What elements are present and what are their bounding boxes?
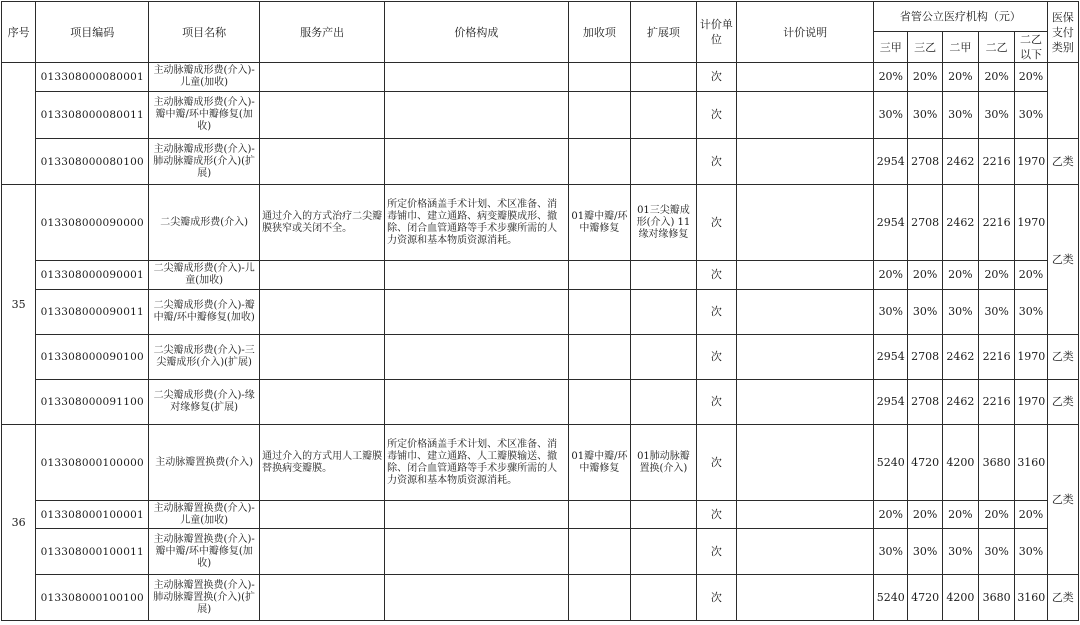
row-code: 013308000091100	[36, 380, 149, 425]
header-level-2: 三乙	[908, 32, 942, 63]
table-row	[2, 425, 1079, 501]
header-name: 项目名称	[149, 2, 260, 63]
table-row	[2, 63, 1079, 92]
row-surcharge	[568, 92, 631, 139]
row-composition: 所定价格涵盖手术计划、术区准备、消毒铺巾、建立通路、病变瓣膜成形、撤除、闭合血管通路等手术步骤所需的人力资源和基本物质资源消耗。	[385, 185, 569, 261]
row-unit: 次	[696, 335, 736, 380]
row-output	[260, 63, 385, 92]
table-row	[2, 261, 1079, 290]
row-unit: 次	[696, 290, 736, 335]
row-price-level-3: 20%	[942, 501, 978, 529]
row-price-level-1: 20%	[874, 501, 908, 529]
row-composition: 所定价格涵盖手术计划、术区准备、消毒铺巾、建立通路、人工瓣膜输送、撤除、闭合血管通路等手术步骤所需的人力资源和基本物质资源消耗。	[385, 425, 569, 501]
row-code: 013308000080001	[36, 63, 149, 92]
row-insurance-class: 乙类	[1047, 380, 1078, 425]
row-name: 主动脉瓣置换费(介入)-儿童(加收)	[149, 501, 260, 529]
row-price-level-3: 20%	[942, 63, 978, 92]
row-extension	[631, 575, 697, 621]
row-price-level-5: 1970	[1015, 335, 1047, 380]
row-price-level-1: 5240	[874, 425, 908, 501]
row-name: 二尖瓣成形费(介入)-缘对缘修复(扩展)	[149, 380, 260, 425]
header-level-5: 二乙以下	[1015, 32, 1047, 63]
row-code: 013308000100000	[36, 425, 149, 501]
header-institution-group: 省管公立医疗机构（元）	[874, 2, 1047, 32]
row-note	[737, 335, 874, 380]
row-seq	[2, 63, 36, 185]
row-price-level-3: 30%	[942, 92, 978, 139]
row-unit: 次	[696, 529, 736, 575]
row-seq: 35	[2, 185, 36, 425]
table-row	[2, 501, 1079, 529]
row-output	[260, 380, 385, 425]
row-price-level-4: 30%	[979, 529, 1015, 575]
row-unit: 次	[696, 185, 736, 261]
row-price-level-2: 20%	[908, 63, 942, 92]
row-insurance-class: 乙类	[1047, 139, 1078, 185]
row-unit: 次	[696, 575, 736, 621]
row-price-level-2: 4720	[908, 575, 942, 621]
row-output	[260, 139, 385, 185]
row-price-level-5: 20%	[1015, 261, 1047, 290]
row-price-level-2: 30%	[908, 529, 942, 575]
row-code: 013308000090000	[36, 185, 149, 261]
row-code: 013308000100011	[36, 529, 149, 575]
table-row	[2, 139, 1079, 185]
header-price-composition: 价格构成	[385, 2, 569, 63]
row-code: 013308000090011	[36, 290, 149, 335]
row-price-level-2: 20%	[908, 501, 942, 529]
row-note	[737, 261, 874, 290]
row-code: 013308000100100	[36, 575, 149, 621]
row-note	[737, 575, 874, 621]
row-price-level-1: 20%	[874, 63, 908, 92]
row-insurance-class	[1047, 63, 1078, 139]
row-surcharge	[568, 261, 631, 290]
row-price-level-3: 30%	[942, 529, 978, 575]
row-price-level-5: 1970	[1015, 139, 1047, 185]
table-row	[2, 290, 1079, 335]
row-insurance-class: 乙类	[1047, 575, 1078, 621]
row-price-level-3: 30%	[942, 290, 978, 335]
row-composition	[385, 261, 569, 290]
row-price-level-2: 2708	[908, 185, 942, 261]
row-extension: 01三尖瓣成形(介入) 11缘对缘修复	[631, 185, 697, 261]
row-insurance-class: 乙类	[1047, 335, 1078, 380]
row-unit: 次	[696, 261, 736, 290]
row-name: 二尖瓣成形费(介入)-瓣中瓣/环中瓣修复(加收)	[149, 290, 260, 335]
row-output	[260, 501, 385, 529]
row-extension: 01肺动脉瓣置换(介入)	[631, 425, 697, 501]
row-price-level-5: 3160	[1015, 425, 1047, 501]
row-output	[260, 575, 385, 621]
row-unit: 次	[696, 63, 736, 92]
row-code: 013308000080011	[36, 92, 149, 139]
row-composition	[385, 380, 569, 425]
row-price-level-5: 20%	[1015, 501, 1047, 529]
row-price-level-4: 2216	[979, 185, 1015, 261]
row-extension	[631, 380, 697, 425]
header-extension: 扩展项	[631, 2, 697, 63]
row-price-level-3: 4200	[942, 575, 978, 621]
row-price-level-4: 20%	[979, 501, 1015, 529]
row-extension	[631, 63, 697, 92]
row-composition	[385, 529, 569, 575]
row-surcharge	[568, 380, 631, 425]
row-name: 二尖瓣成形费(介入)-儿童(加收)	[149, 261, 260, 290]
row-price-level-3: 2462	[942, 139, 978, 185]
row-name: 主动脉瓣成形费(介入)-瓣中瓣/环中瓣修复(加收)	[149, 92, 260, 139]
row-name: 主动脉瓣成形费(介入)-肺动脉瓣成形(介入)(扩展)	[149, 139, 260, 185]
header-level-1: 三甲	[874, 32, 908, 63]
row-name: 主动脉瓣成形费(介入)-儿童(加收)	[149, 63, 260, 92]
row-price-level-3: 2462	[942, 185, 978, 261]
row-code: 013308000080100	[36, 139, 149, 185]
row-code: 013308000090100	[36, 335, 149, 380]
row-code: 013308000090001	[36, 261, 149, 290]
row-price-level-5: 30%	[1015, 290, 1047, 335]
row-seq: 36	[2, 425, 36, 621]
header-output: 服务产出	[260, 2, 385, 63]
row-price-level-1: 5240	[874, 575, 908, 621]
row-price-level-3: 20%	[942, 261, 978, 290]
row-price-level-1: 2954	[874, 185, 908, 261]
row-output	[260, 261, 385, 290]
row-price-level-5: 20%	[1015, 63, 1047, 92]
row-note	[737, 425, 874, 501]
row-price-level-5: 1970	[1015, 380, 1047, 425]
row-price-level-1: 2954	[874, 380, 908, 425]
row-extension	[631, 139, 697, 185]
row-surcharge	[568, 501, 631, 529]
row-price-level-2: 2708	[908, 335, 942, 380]
table-row	[2, 575, 1079, 621]
row-composition	[385, 335, 569, 380]
row-price-level-4: 2216	[979, 380, 1015, 425]
row-note	[737, 290, 874, 335]
row-price-level-3: 2462	[942, 335, 978, 380]
header-seq: 序号	[2, 2, 36, 63]
row-note	[737, 139, 874, 185]
row-extension	[631, 261, 697, 290]
row-insurance-class: 乙类	[1047, 185, 1078, 335]
row-name: 主动脉瓣置换费(介入)	[149, 425, 260, 501]
row-composition	[385, 575, 569, 621]
row-note	[737, 529, 874, 575]
row-output	[260, 290, 385, 335]
row-extension	[631, 529, 697, 575]
row-price-level-4: 3680	[979, 575, 1015, 621]
row-price-level-1: 2954	[874, 139, 908, 185]
header-surcharge: 加收项	[568, 2, 631, 63]
row-surcharge	[568, 529, 631, 575]
table-row	[2, 185, 1079, 261]
row-note	[737, 501, 874, 529]
row-surcharge	[568, 139, 631, 185]
row-surcharge	[568, 290, 631, 335]
header-unit: 计价单位	[696, 2, 736, 63]
row-composition	[385, 92, 569, 139]
row-price-level-3: 4200	[942, 425, 978, 501]
row-price-level-2: 30%	[908, 290, 942, 335]
fee-schedule-table	[1, 1, 1079, 621]
row-price-level-4: 30%	[979, 290, 1015, 335]
row-price-level-4: 2216	[979, 335, 1015, 380]
row-output	[260, 529, 385, 575]
row-price-level-1: 2954	[874, 335, 908, 380]
row-price-level-2: 30%	[908, 92, 942, 139]
row-unit: 次	[696, 501, 736, 529]
row-price-level-4: 2216	[979, 139, 1015, 185]
row-price-level-2: 4720	[908, 425, 942, 501]
row-composition	[385, 501, 569, 529]
row-note	[737, 185, 874, 261]
row-extension	[631, 335, 697, 380]
header-pricing-note: 计价说明	[737, 2, 874, 63]
row-unit: 次	[696, 380, 736, 425]
table-row	[2, 335, 1079, 380]
header-code: 项目编码	[36, 2, 149, 63]
row-note	[737, 92, 874, 139]
header-insurance-class: 医保支付类别	[1047, 2, 1078, 63]
row-price-level-2: 2708	[908, 139, 942, 185]
row-output	[260, 335, 385, 380]
row-surcharge: 01瓣中瓣/环中瓣修复	[568, 425, 631, 501]
row-price-level-5: 1970	[1015, 185, 1047, 261]
row-price-level-1: 30%	[874, 529, 908, 575]
row-surcharge: 01瓣中瓣/环中瓣修复	[568, 185, 631, 261]
header-level-4: 二乙	[979, 32, 1015, 63]
row-price-level-2: 20%	[908, 261, 942, 290]
row-extension	[631, 92, 697, 139]
row-output	[260, 92, 385, 139]
row-name: 二尖瓣成形费(介入)-三尖瓣成形(介入)(扩展)	[149, 335, 260, 380]
row-composition	[385, 139, 569, 185]
row-output: 通过介入的方式治疗二尖瓣膜狭窄或关闭不全。	[260, 185, 385, 261]
row-code: 013308000100001	[36, 501, 149, 529]
row-price-level-4: 30%	[979, 92, 1015, 139]
row-name: 主动脉瓣置换费(介入)-瓣中瓣/环中瓣修复(加收)	[149, 529, 260, 575]
header-level-3: 二甲	[942, 32, 978, 63]
row-name: 二尖瓣成形费(介入)	[149, 185, 260, 261]
row-composition	[385, 63, 569, 92]
row-price-level-4: 3680	[979, 425, 1015, 501]
row-extension	[631, 290, 697, 335]
row-note	[737, 63, 874, 92]
row-price-level-4: 20%	[979, 261, 1015, 290]
row-surcharge	[568, 335, 631, 380]
table-row	[2, 92, 1079, 139]
row-price-level-5: 30%	[1015, 92, 1047, 139]
row-output: 通过介入的方式用人工瓣膜替换病变瓣膜。	[260, 425, 385, 501]
table-row	[2, 380, 1079, 425]
row-composition	[385, 290, 569, 335]
row-surcharge	[568, 575, 631, 621]
header-row	[2, 2, 1079, 32]
row-name: 主动脉瓣置换费(介入)-肺动脉瓣置换(介入)(扩展)	[149, 575, 260, 621]
row-unit: 次	[696, 139, 736, 185]
row-price-level-1: 30%	[874, 92, 908, 139]
row-price-level-5: 3160	[1015, 575, 1047, 621]
row-price-level-1: 30%	[874, 290, 908, 335]
row-unit: 次	[696, 92, 736, 139]
row-price-level-5: 30%	[1015, 529, 1047, 575]
row-unit: 次	[696, 425, 736, 501]
row-price-level-3: 2462	[942, 380, 978, 425]
row-surcharge	[568, 63, 631, 92]
row-insurance-class: 乙类	[1047, 425, 1078, 575]
row-note	[737, 380, 874, 425]
table-row	[2, 529, 1079, 575]
row-price-level-2: 2708	[908, 380, 942, 425]
row-extension	[631, 501, 697, 529]
row-price-level-4: 20%	[979, 63, 1015, 92]
row-price-level-1: 20%	[874, 261, 908, 290]
